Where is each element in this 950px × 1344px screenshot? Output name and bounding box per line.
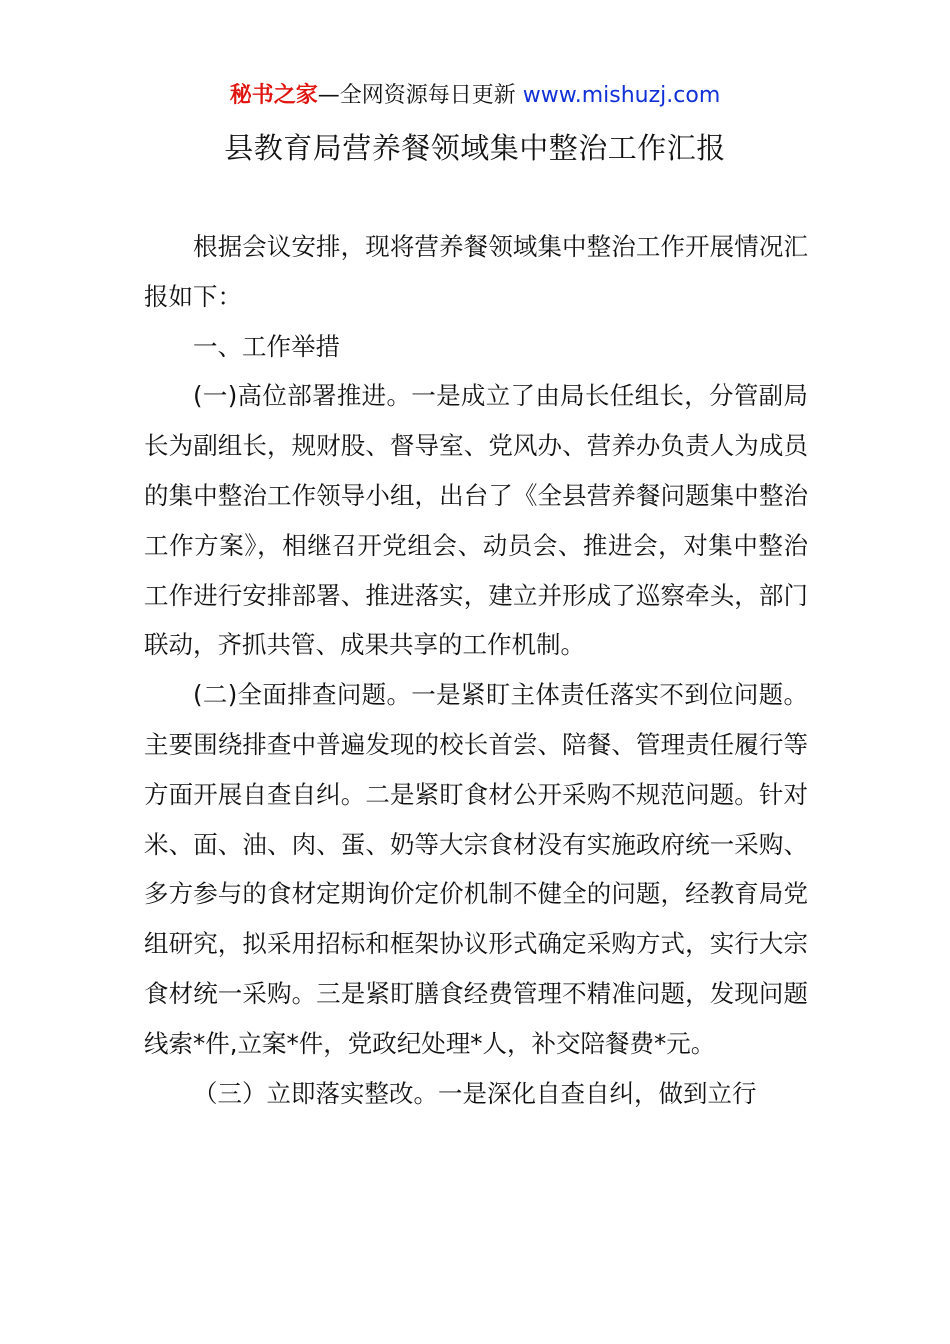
- site-url-link[interactable]: www.mishuzj.com: [522, 83, 721, 108]
- paragraph-section-1: (一)高位部署推进。一是成立了由局长任组长，分管副局长为副组长，规财股、督导室、党风办、营养办负责人为成员的集中整治工作领导小组，出台了《全县营养餐问题集中整治工作方案》，相继召开党组会、动员会、推进会，对集中整治工作进行安排部署、推进落实，建立并形成了巡察牵头，部门联动，齐抓共管、成果共享的工作机制。: [144, 381, 808, 660]
- site-header: [0, 80, 950, 112]
- document-body: [144, 222, 808, 1118]
- section-heading-work-measures: 一、工作举措: [193, 331, 340, 361]
- document-title: 县教育局营养餐领域集中整治工作汇报: [224, 131, 726, 165]
- brand-name: 秘书之家: [229, 83, 318, 108]
- paragraph-intro: 根据会议安排，现将营养餐领域集中整治工作开展情况汇报如下：: [144, 232, 808, 311]
- paragraph-section-3: （三）立即落实整改。一是深化自查自纠，做到立行: [193, 1078, 757, 1108]
- paragraph-section-2: (二)全面排查问题。一是紧盯主体责任落实不到位问题。主要围绕排查中普遍发现的校长首尝、陪餐、管理责任履行等方面开展自查自纠。二是紧盯食材公开采购不规范问题。针对米、面、油、肉、蛋、奶等大宗食材没有实施政府统一采购、多方参与的食材定期询价定价机制不健全的问题，经教育局党组研究，拟采用招标和框架协议形式确定采购方式，实行大宗食材统一采购。三是紧盯膳食经费管理不精准问题，发现问题线索*件,立案*件，党政纪处理*人，补交陪餐费*元。: [144, 680, 808, 1058]
- header-tagline: —全网资源每日更新: [317, 83, 523, 108]
